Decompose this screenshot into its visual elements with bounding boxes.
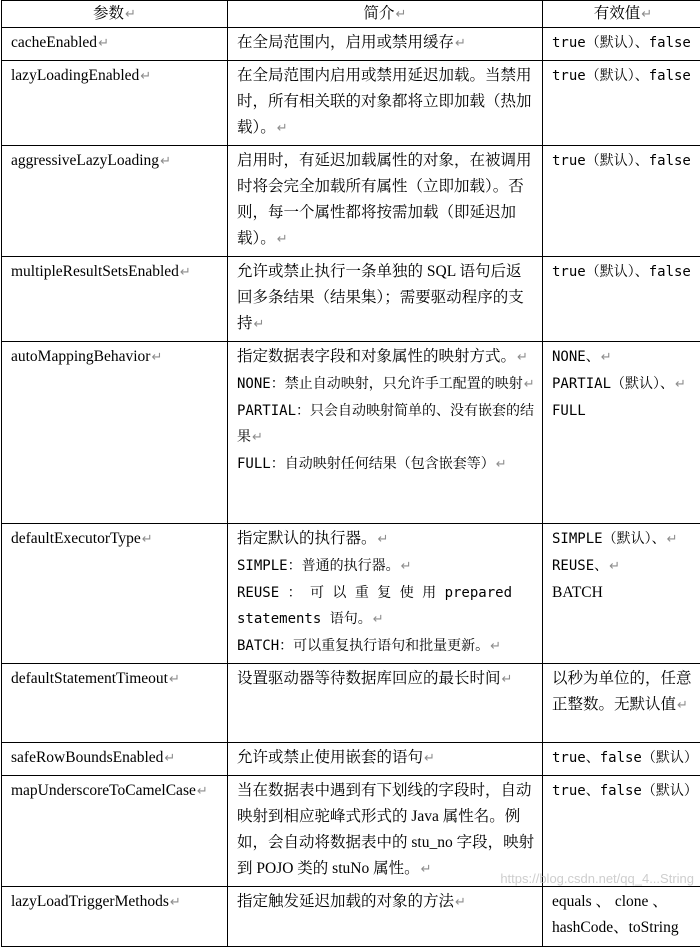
return-mark-icon: ↵: [378, 532, 389, 547]
value-text: true、false（默认）: [552, 778, 697, 804]
header-desc-label: 简介: [364, 5, 395, 22]
return-mark-icon: ↵: [424, 751, 435, 766]
return-mark-icon: ↵: [277, 121, 288, 136]
desc-line: [237, 580, 536, 633]
table-row: [2, 743, 700, 776]
desc-text: 在全局范围内启用或禁用延迟加载。当禁用时，所有相关联的对象都将立即加载（热加载）。: [237, 67, 532, 136]
return-mark-icon: ↵: [252, 430, 263, 445]
return-mark-icon: ↵: [164, 751, 175, 766]
return-mark-icon: ↵: [151, 350, 162, 365]
param-cell: [2, 887, 228, 947]
value-text: SIMPLE（默认）、: [552, 531, 666, 547]
desc-text: PARTIAL：只会自动映射简单的、没有嵌套的结果: [237, 403, 534, 445]
param-cell: [2, 28, 228, 61]
return-mark-icon: ↵: [517, 350, 528, 365]
desc-line: [237, 398, 536, 451]
param-name: defaultExecutorType: [11, 530, 141, 547]
table-row: [2, 28, 700, 61]
value-line: [552, 398, 697, 424]
return-mark-icon: ↵: [601, 350, 612, 365]
table-row: [2, 887, 700, 947]
value-text: REUSE、: [552, 558, 608, 574]
desc-cell: [228, 61, 543, 146]
param-cell: [2, 664, 228, 743]
return-mark-icon: ↵: [98, 36, 109, 51]
desc-text: 启用时，有延迟加载属性的对象，在被调用时将会完全加载所有属性（立即加载）。否则，每一个属性都将按需加载（即延迟加载）。: [237, 152, 532, 247]
desc-line: [237, 344, 536, 371]
param-name: defaultStatementTimeout: [11, 670, 168, 687]
header-desc: [228, 1, 543, 28]
header-row: [2, 1, 700, 28]
header-value: [543, 1, 700, 28]
param-name: aggressiveLazyLoading: [11, 152, 159, 169]
value-cell: [543, 776, 700, 887]
header-param-label: 参数: [93, 5, 124, 22]
desc-cell: [228, 28, 543, 61]
return-mark-icon: ↵: [609, 559, 620, 574]
value-cell: [543, 342, 700, 524]
value-text: hashCode、toString: [552, 919, 679, 936]
desc-text: 当在数据表中遇到有下划线的字段时，自动映射到相应驼峰式形式的 Java 属性名。例如，会自动将数据表中的 stu_no 字段，映射到 POJO 类的 stuNo 属性。: [237, 782, 534, 877]
return-mark-icon: ↵: [401, 559, 412, 574]
value-cell: [543, 61, 700, 146]
return-mark-icon: ↵: [502, 672, 513, 687]
return-mark-icon: ↵: [641, 7, 652, 22]
value-text: true、false（默认）: [552, 745, 697, 771]
param-name: lazyLoadingEnabled: [11, 67, 139, 84]
value-text: NONE、: [552, 349, 600, 365]
value-text: PARTIAL（默认）、: [552, 376, 674, 392]
desc-text: 允许或禁止执行一条单独的 SQL 语句后返回多条结果（结果集）；需要驱动程序的支持: [237, 263, 524, 332]
value-line: [552, 889, 697, 915]
desc-line: [237, 526, 536, 553]
desc-cell: [228, 524, 543, 664]
param-name: cacheEnabled: [11, 34, 97, 51]
watermark: https://blog.csdn.net/qq_4...String: [500, 871, 694, 886]
return-mark-icon: ↵: [667, 532, 678, 547]
param-cell: [2, 342, 228, 524]
settings-table: [1, 0, 700, 947]
param-cell: [2, 146, 228, 257]
param-cell: [2, 61, 228, 146]
return-mark-icon: ↵: [396, 7, 407, 22]
value-text: BATCH: [552, 584, 603, 601]
value-text: true（默认）、false: [552, 148, 697, 174]
param-name: lazyLoadTriggerMethods: [11, 893, 169, 910]
desc-text: REUSE ： 可 以 重 复 使 用 prepared statements 语句。: [237, 585, 512, 627]
param-cell: [2, 257, 228, 342]
param-name: mapUnderscoreToCamelCase: [11, 782, 196, 799]
desc-text: FULL：自动映射任何结果（包含嵌套等）: [237, 456, 495, 472]
return-mark-icon: ↵: [455, 895, 466, 910]
value-cell: [543, 743, 700, 776]
value-text: true（默认）、false: [552, 30, 697, 56]
table-row: [2, 524, 700, 664]
param-name: autoMappingBehavior: [11, 348, 150, 365]
return-mark-icon: ↵: [140, 69, 151, 84]
return-mark-icon: ↵: [180, 265, 191, 280]
desc-text: 指定触发延迟加载的对象的方法: [237, 893, 454, 910]
param-cell: [2, 743, 228, 776]
desc-cell: [228, 146, 543, 257]
return-mark-icon: ↵: [421, 862, 432, 877]
desc-text: 允许或禁止使用嵌套的语句: [237, 749, 423, 766]
return-mark-icon: ↵: [496, 457, 507, 472]
value-text: equals 、 clone 、: [552, 893, 668, 910]
return-mark-icon: ↵: [169, 672, 180, 687]
value-line: [552, 526, 697, 553]
table-row: [2, 664, 700, 743]
desc-cell: [228, 342, 543, 524]
value-cell: [543, 664, 700, 743]
desc-cell: [228, 776, 543, 887]
value-line: [552, 553, 697, 580]
value-cell: [543, 524, 700, 664]
return-mark-icon: ↵: [254, 317, 265, 332]
return-mark-icon: ↵: [677, 698, 688, 713]
desc-text: SIMPLE：普通的执行器。: [237, 558, 400, 574]
return-mark-icon: ↵: [675, 377, 686, 392]
desc-line: [237, 451, 536, 478]
return-mark-icon: ↵: [373, 612, 384, 627]
desc-text: 在全局范围内，启用或禁用缓存: [237, 34, 454, 51]
param-cell: [2, 776, 228, 887]
value-text: true（默认）、false: [552, 63, 697, 89]
return-mark-icon: ↵: [490, 639, 501, 654]
table-row: [2, 257, 700, 342]
value-line: [552, 371, 697, 398]
table-row: [2, 342, 700, 524]
desc-cell: [228, 743, 543, 776]
param-cell: [2, 524, 228, 664]
desc-line: [237, 371, 536, 398]
value-cell: [543, 146, 700, 257]
value-cell: [543, 28, 700, 61]
value-cell: [543, 257, 700, 342]
table-row: [2, 146, 700, 257]
param-name: multipleResultSetsEnabled: [11, 263, 179, 280]
desc-line: [237, 553, 536, 580]
value-line: [552, 580, 697, 606]
return-mark-icon: ↵: [197, 784, 208, 799]
value-text: true（默认）、false: [552, 259, 697, 285]
return-mark-icon: ↵: [125, 7, 136, 22]
return-mark-icon: ↵: [160, 154, 171, 169]
return-mark-icon: ↵: [455, 36, 466, 51]
value-line: [552, 344, 697, 371]
header-param: [2, 1, 228, 28]
header-value-label: 有效值: [594, 5, 641, 22]
table-row: [2, 776, 700, 887]
param-name: safeRowBoundsEnabled: [11, 749, 163, 766]
value-cell: [543, 887, 700, 947]
value-text: 以秒为单位的，任意正整数。无默认值: [552, 670, 692, 713]
desc-text: 设置驱动器等待数据库回应的最长时间: [237, 670, 501, 687]
desc-text: 指定默认的执行器。: [237, 530, 377, 547]
desc-cell: [228, 887, 543, 947]
return-mark-icon: ↵: [524, 377, 535, 392]
table-row: [2, 61, 700, 146]
return-mark-icon: ↵: [142, 532, 153, 547]
desc-cell: [228, 664, 543, 743]
return-mark-icon: ↵: [170, 895, 181, 910]
desc-line: [237, 633, 536, 660]
desc-text: NONE：禁止自动映射，只允许手工配置的映射: [237, 376, 523, 392]
value-text: FULL: [552, 403, 586, 419]
desc-text: BATCH：可以重复执行语句和批量更新。: [237, 638, 489, 654]
desc-cell: [228, 257, 543, 342]
value-line: [552, 915, 697, 941]
return-mark-icon: ↵: [277, 232, 288, 247]
desc-text: 指定数据表字段和对象属性的映射方式。: [237, 348, 516, 365]
